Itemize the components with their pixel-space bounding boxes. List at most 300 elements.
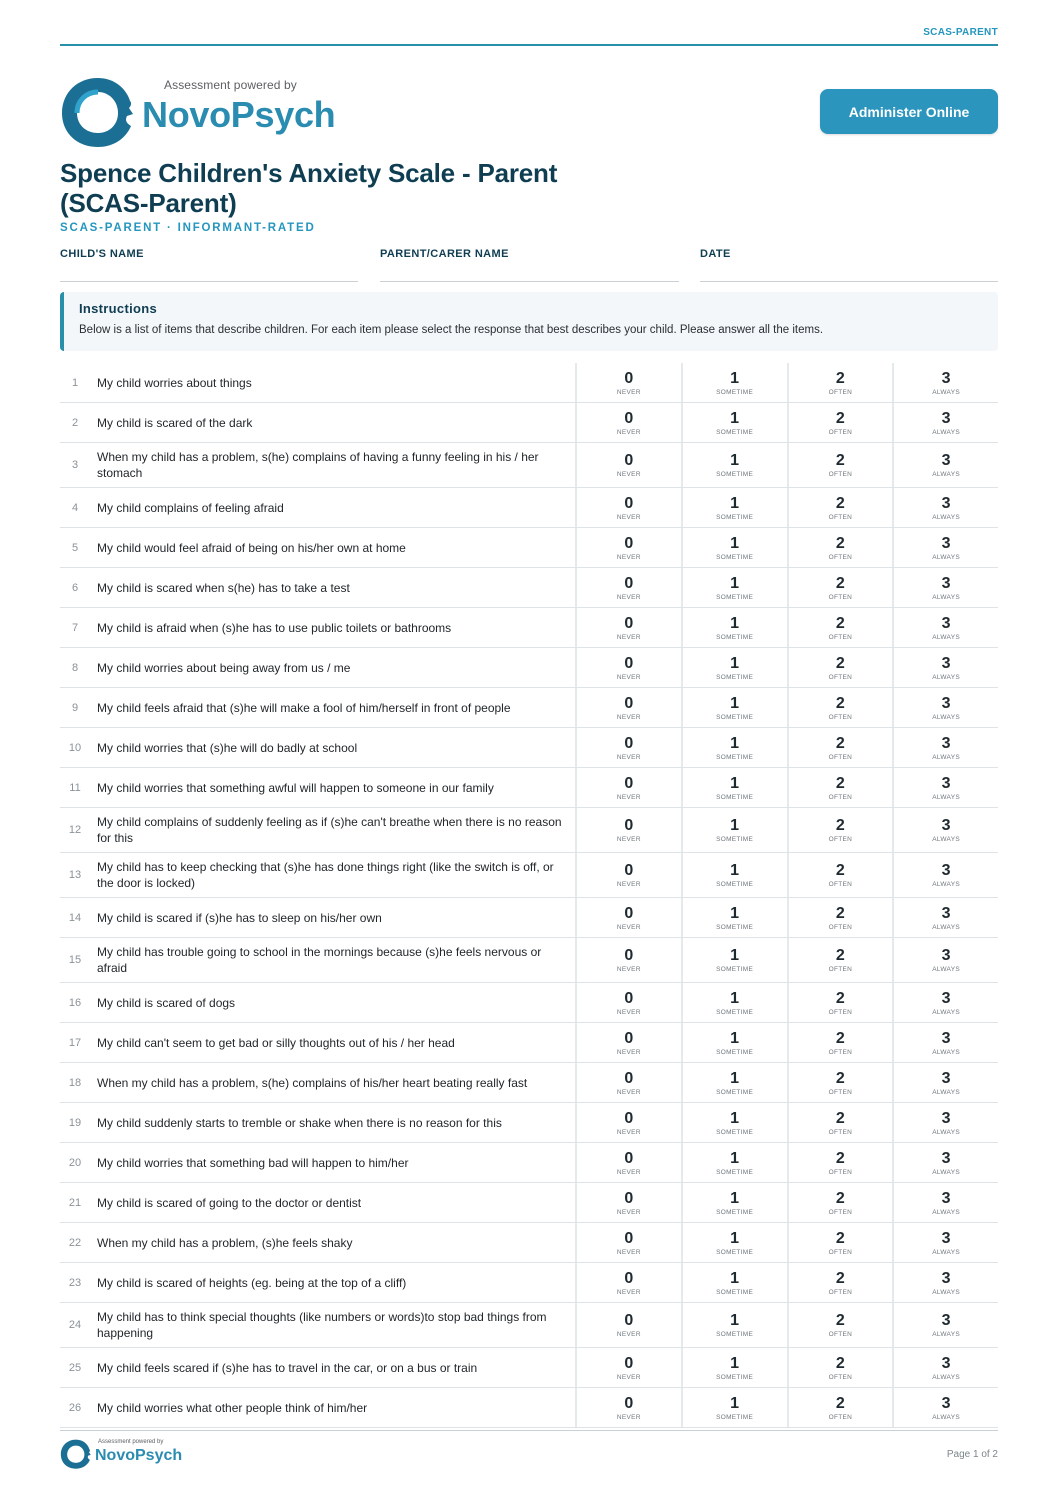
response-option-never[interactable] xyxy=(575,1303,681,1347)
item-text: My child worries that something bad will happen to him/her xyxy=(97,1155,409,1170)
item-number: 10 xyxy=(68,741,82,754)
response-option-sometime[interactable] xyxy=(681,1348,787,1387)
option-label: SOMETIME xyxy=(716,428,754,436)
option-value: 0 xyxy=(624,1354,634,1372)
form-title: Spence Children's Anxiety Scale - Parent (SCAS-Parent) xyxy=(60,158,558,218)
response-options xyxy=(575,1143,998,1182)
option-label: SOMETIME xyxy=(716,513,754,521)
response-option-often[interactable] xyxy=(787,363,893,402)
option-value: 1 xyxy=(730,1269,740,1287)
administer-online-button[interactable]: Administer Online xyxy=(820,89,998,134)
response-option-often[interactable] xyxy=(787,728,893,767)
option-label: OFTEN xyxy=(828,1331,853,1338)
item-row xyxy=(60,1223,998,1263)
response-option-always[interactable] xyxy=(892,1223,998,1262)
response-option-always[interactable] xyxy=(892,808,998,852)
item-number: 9 xyxy=(71,701,79,714)
option-label: ALWAYS xyxy=(932,1008,960,1016)
response-option-never[interactable] xyxy=(575,1183,681,1222)
option-label: NEVER xyxy=(616,753,641,761)
response-option-never[interactable] xyxy=(575,853,681,897)
item-number: 26 xyxy=(68,1401,82,1414)
item-number: 22 xyxy=(68,1236,82,1249)
option-value: 3 xyxy=(941,1354,951,1372)
option-value: 3 xyxy=(941,947,951,964)
item-number: 11 xyxy=(69,781,81,794)
option-value: 1 xyxy=(730,774,740,792)
response-option-always[interactable] xyxy=(892,568,998,607)
response-option-sometime[interactable] xyxy=(681,728,787,767)
option-label: NEVER xyxy=(616,1008,641,1016)
item-text: My child feels afraid that (s)he will make a fool of him/herself in front of people xyxy=(97,700,511,715)
item-text: My child is scared when s(he) has to take a test xyxy=(97,580,350,595)
item-text: My child has to think special thoughts (like numbers or words)to stop bad things from happening xyxy=(97,1310,547,1340)
response-option-never[interactable] xyxy=(575,608,681,647)
response-option-often[interactable] xyxy=(787,853,893,897)
response-option-always[interactable] xyxy=(892,1263,998,1302)
form-subtitle: SCAS-PARENT · INFORMANT-RATED xyxy=(60,222,316,234)
response-option-never[interactable] xyxy=(575,898,681,937)
response-option-sometime[interactable] xyxy=(681,1183,787,1222)
item-row xyxy=(60,568,998,608)
item-text: When my child has a problem, s(he) complains of having a funny feeling in his / her stomach xyxy=(97,450,539,480)
option-value: 1 xyxy=(730,494,740,512)
response-option-often[interactable] xyxy=(787,1023,893,1062)
response-options xyxy=(575,1348,998,1387)
option-label: OFTEN xyxy=(828,923,853,931)
option-label: SOMETIME xyxy=(716,923,754,931)
item-number: 7 xyxy=(71,621,79,634)
item-number: 14 xyxy=(68,911,82,924)
option-value: 2 xyxy=(835,1109,845,1127)
response-option-always[interactable] xyxy=(892,728,998,767)
option-label: ALWAYS xyxy=(932,471,960,478)
response-option-often[interactable] xyxy=(787,648,893,687)
option-label: NEVER xyxy=(616,1208,641,1216)
response-option-always[interactable] xyxy=(892,938,998,982)
footer-logo xyxy=(60,1437,190,1471)
option-value: 2 xyxy=(835,409,845,427)
option-label: ALWAYS xyxy=(932,836,960,843)
item-number: 18 xyxy=(68,1076,82,1089)
option-label: NEVER xyxy=(616,673,641,681)
option-value: 2 xyxy=(835,694,845,712)
response-option-always[interactable] xyxy=(892,983,998,1022)
option-value: 0 xyxy=(624,494,634,512)
response-option-often[interactable] xyxy=(787,938,893,982)
option-value: 3 xyxy=(941,409,951,427)
response-option-sometime[interactable] xyxy=(681,853,787,897)
option-label: NEVER xyxy=(616,513,641,521)
item-number: 16 xyxy=(68,996,82,1009)
response-option-often[interactable] xyxy=(787,608,893,647)
response-option-always[interactable] xyxy=(892,898,998,937)
response-option-often[interactable] xyxy=(787,528,893,567)
item-text: My child would feel afraid of being on his/her own at home xyxy=(97,540,406,555)
option-label: OFTEN xyxy=(828,633,853,641)
response-option-sometime[interactable] xyxy=(681,1063,787,1102)
item-number: 1 xyxy=(71,376,79,389)
option-label: OFTEN xyxy=(828,836,853,843)
option-value: 3 xyxy=(941,904,951,922)
response-option-often[interactable] xyxy=(787,403,893,442)
item-number: 17 xyxy=(68,1036,82,1049)
option-label: SOMETIME xyxy=(716,1008,754,1016)
response-options xyxy=(575,1263,998,1302)
option-value: 2 xyxy=(835,774,845,792)
option-label: NEVER xyxy=(616,1413,641,1421)
option-label: NEVER xyxy=(616,966,641,973)
option-value: 0 xyxy=(624,534,634,552)
option-value: 1 xyxy=(730,989,740,1007)
option-label: SOMETIME xyxy=(716,793,754,801)
option-label: ALWAYS xyxy=(932,793,960,801)
response-option-always[interactable] xyxy=(892,688,998,727)
option-label: ALWAYS xyxy=(932,1373,960,1381)
item-text: My child is afraid when (s)he has to use public toilets or bathrooms xyxy=(97,620,452,635)
response-option-sometime[interactable] xyxy=(681,403,787,442)
response-option-sometime[interactable] xyxy=(681,1023,787,1062)
option-value: 1 xyxy=(730,1394,740,1412)
option-value: 3 xyxy=(941,817,951,834)
option-label: OFTEN xyxy=(828,1248,853,1256)
response-option-often[interactable] xyxy=(787,488,893,527)
option-label: ALWAYS xyxy=(932,633,960,641)
response-option-sometime[interactable] xyxy=(681,528,787,567)
option-label: OFTEN xyxy=(828,1088,853,1096)
response-options xyxy=(575,528,998,567)
option-label: SOMETIME xyxy=(716,1128,754,1136)
option-label: ALWAYS xyxy=(932,713,960,721)
response-option-sometime[interactable] xyxy=(681,1303,787,1347)
option-label: OFTEN xyxy=(828,1373,853,1381)
response-option-always[interactable] xyxy=(892,1143,998,1182)
item-text: My child worries that (s)he will do badly at school xyxy=(97,740,358,755)
item-number: 20 xyxy=(68,1156,82,1169)
option-label: SOMETIME xyxy=(716,1288,754,1296)
item-row xyxy=(60,898,998,938)
response-option-always[interactable] xyxy=(892,1183,998,1222)
response-option-sometime[interactable] xyxy=(681,488,787,527)
item-text: My child feels scared if (s)he has to travel in the car, or on a bus or train xyxy=(97,1360,478,1375)
option-value: 2 xyxy=(835,654,845,672)
option-value: 0 xyxy=(624,574,634,592)
response-option-never[interactable] xyxy=(575,363,681,402)
option-value: 2 xyxy=(835,1269,845,1287)
option-label: NEVER xyxy=(616,428,641,436)
option-value: 0 xyxy=(624,1269,634,1287)
response-option-sometime[interactable] xyxy=(681,1143,787,1182)
item-row xyxy=(60,1263,998,1303)
option-label: OFTEN xyxy=(828,1168,853,1176)
option-value: 1 xyxy=(730,1229,740,1247)
response-option-never[interactable] xyxy=(575,1348,681,1387)
item-row xyxy=(60,1143,998,1183)
response-option-often[interactable] xyxy=(787,898,893,937)
response-option-often[interactable] xyxy=(787,1143,893,1182)
option-label: NEVER xyxy=(616,388,641,396)
option-label: ALWAYS xyxy=(932,673,960,681)
option-label: ALWAYS xyxy=(932,881,960,888)
option-label: ALWAYS xyxy=(932,923,960,931)
response-option-often[interactable] xyxy=(787,983,893,1022)
option-label: ALWAYS xyxy=(932,388,960,396)
item-text: My child is scared if (s)he has to sleep on his/her own xyxy=(97,910,382,925)
header-divider xyxy=(60,44,998,46)
response-option-sometime[interactable] xyxy=(681,938,787,982)
option-value: 3 xyxy=(941,1189,951,1207)
item-row xyxy=(60,1303,998,1348)
option-label: SOMETIME xyxy=(716,1373,754,1381)
option-value: 0 xyxy=(624,904,634,922)
item-text: When my child has a problem, (s)he feels shaky xyxy=(97,1235,353,1250)
option-value: 2 xyxy=(835,534,845,552)
response-option-never[interactable] xyxy=(575,1023,681,1062)
option-label: OFTEN xyxy=(828,1008,853,1016)
response-option-never[interactable] xyxy=(575,1103,681,1142)
option-value: 0 xyxy=(624,1109,634,1127)
option-label: NEVER xyxy=(616,593,641,601)
option-label: OFTEN xyxy=(828,428,853,436)
item-text: My child worries that something awful will happen to someone in our family xyxy=(97,780,494,795)
response-option-always[interactable] xyxy=(892,443,998,487)
item-number: 3 xyxy=(71,459,79,471)
response-option-never[interactable] xyxy=(575,728,681,767)
response-option-always[interactable] xyxy=(892,1388,998,1427)
response-option-sometime[interactable] xyxy=(681,1223,787,1262)
option-value: 3 xyxy=(941,734,951,752)
response-option-often[interactable] xyxy=(787,1388,893,1427)
item-row xyxy=(60,1348,998,1388)
item-text: My child is scared of the dark xyxy=(97,415,253,430)
response-option-often[interactable] xyxy=(787,1348,893,1387)
option-value: 2 xyxy=(835,369,845,387)
option-label: ALWAYS xyxy=(932,1168,960,1176)
response-option-never[interactable] xyxy=(575,688,681,727)
item-row xyxy=(60,768,998,808)
option-label: OFTEN xyxy=(828,513,853,521)
option-label: ALWAYS xyxy=(932,428,960,436)
footer-divider xyxy=(60,1430,998,1431)
option-label: OFTEN xyxy=(828,471,853,478)
response-options xyxy=(575,808,998,852)
response-option-often[interactable] xyxy=(787,1303,893,1347)
response-options xyxy=(575,688,998,727)
option-value: 0 xyxy=(624,1394,634,1412)
option-value: 3 xyxy=(941,862,951,879)
item-text: My child worries about things xyxy=(97,375,252,390)
response-option-often[interactable] xyxy=(787,568,893,607)
response-option-often[interactable] xyxy=(787,1103,893,1142)
option-label: OFTEN xyxy=(828,388,853,396)
response-option-never[interactable] xyxy=(575,1263,681,1302)
option-label: SOMETIME xyxy=(716,1048,754,1056)
option-value: 0 xyxy=(624,989,634,1007)
option-label: SOMETIME xyxy=(716,1413,754,1421)
option-value: 1 xyxy=(730,1069,740,1087)
response-option-never[interactable] xyxy=(575,1223,681,1262)
response-options xyxy=(575,728,998,767)
option-label: NEVER xyxy=(616,1128,641,1136)
option-label: NEVER xyxy=(616,633,641,641)
option-value: 2 xyxy=(835,574,845,592)
response-option-always[interactable] xyxy=(892,528,998,567)
response-options xyxy=(575,648,998,687)
footer-logo-caption: Assessment powered by xyxy=(98,1439,164,1445)
response-option-often[interactable] xyxy=(787,808,893,852)
response-option-never[interactable] xyxy=(575,1063,681,1102)
response-option-never[interactable] xyxy=(575,1388,681,1427)
option-value: 3 xyxy=(941,494,951,512)
option-label: SOMETIME xyxy=(716,1168,754,1176)
response-option-often[interactable] xyxy=(787,1263,893,1302)
option-value: 3 xyxy=(941,452,951,469)
option-label: OFTEN xyxy=(828,553,853,561)
response-option-often[interactable] xyxy=(787,688,893,727)
item-row xyxy=(60,403,998,443)
option-value: 0 xyxy=(624,1229,634,1247)
response-option-never[interactable] xyxy=(575,488,681,527)
response-options xyxy=(575,853,998,897)
response-option-never[interactable] xyxy=(575,938,681,982)
date-field[interactable] xyxy=(700,248,998,282)
option-value: 0 xyxy=(624,409,634,427)
response-option-never[interactable] xyxy=(575,568,681,607)
item-row xyxy=(60,443,998,488)
response-option-never[interactable] xyxy=(575,443,681,487)
response-option-always[interactable] xyxy=(892,1023,998,1062)
response-option-often[interactable] xyxy=(787,1063,893,1102)
option-label: SOMETIME xyxy=(716,673,754,681)
option-value: 0 xyxy=(624,947,634,964)
instructions-box xyxy=(60,292,998,351)
response-option-never[interactable] xyxy=(575,768,681,807)
response-option-sometime[interactable] xyxy=(681,808,787,852)
response-option-sometime[interactable] xyxy=(681,1388,787,1427)
option-value: 1 xyxy=(730,1149,740,1167)
response-option-sometime[interactable] xyxy=(681,688,787,727)
option-value: 3 xyxy=(941,1029,951,1047)
response-options xyxy=(575,1183,998,1222)
option-value: 2 xyxy=(835,1229,845,1247)
response-option-always[interactable] xyxy=(892,853,998,897)
response-option-always[interactable] xyxy=(892,363,998,402)
response-option-never[interactable] xyxy=(575,808,681,852)
option-value: 0 xyxy=(624,1189,634,1207)
option-label: OFTEN xyxy=(828,1208,853,1216)
instructions-text: Below is a list of items that describe children. For each item please select the response that best describes your child. Please answer all the items. xyxy=(79,324,824,336)
option-value: 3 xyxy=(941,1269,951,1287)
option-label: NEVER xyxy=(616,553,641,561)
response-option-never[interactable] xyxy=(575,403,681,442)
response-option-always[interactable] xyxy=(892,403,998,442)
option-value: 1 xyxy=(730,409,740,427)
item-row xyxy=(60,983,998,1023)
option-value: 2 xyxy=(835,989,845,1007)
response-option-sometime[interactable] xyxy=(681,443,787,487)
response-option-never[interactable] xyxy=(575,528,681,567)
head-logo-icon xyxy=(60,1438,92,1470)
response-option-always[interactable] xyxy=(892,1303,998,1347)
response-options xyxy=(575,983,998,1022)
option-value: 2 xyxy=(835,1354,845,1372)
response-option-sometime[interactable] xyxy=(681,608,787,647)
item-text: My child has to keep checking that (s)he has done things right (like the switch is off, or the door is locked) xyxy=(97,860,554,890)
item-number: 6 xyxy=(71,581,79,594)
response-option-sometime[interactable] xyxy=(681,568,787,607)
response-options xyxy=(575,898,998,937)
response-options xyxy=(575,1223,998,1262)
item-row xyxy=(60,728,998,768)
response-option-always[interactable] xyxy=(892,488,998,527)
response-option-always[interactable] xyxy=(892,1063,998,1102)
response-option-never[interactable] xyxy=(575,1143,681,1182)
option-label: NEVER xyxy=(616,1048,641,1056)
response-option-sometime[interactable] xyxy=(681,768,787,807)
option-value: 1 xyxy=(730,452,740,469)
option-value: 3 xyxy=(941,534,951,552)
item-row xyxy=(60,1388,998,1428)
option-value: 1 xyxy=(730,694,740,712)
item-row xyxy=(60,688,998,728)
response-option-often[interactable] xyxy=(787,443,893,487)
option-value: 2 xyxy=(835,862,845,879)
response-options xyxy=(575,363,998,402)
response-option-sometime[interactable] xyxy=(681,1103,787,1142)
response-option-often[interactable] xyxy=(787,1183,893,1222)
option-label: SOMETIME xyxy=(716,553,754,561)
response-option-often[interactable] xyxy=(787,1223,893,1262)
option-label: ALWAYS xyxy=(932,1208,960,1216)
response-option-sometime[interactable] xyxy=(681,898,787,937)
response-option-never[interactable] xyxy=(575,648,681,687)
response-option-always[interactable] xyxy=(892,768,998,807)
response-option-sometime[interactable] xyxy=(681,363,787,402)
item-text: My child complains of feeling afraid xyxy=(97,500,284,515)
response-option-sometime[interactable] xyxy=(681,983,787,1022)
response-option-sometime[interactable] xyxy=(681,1263,787,1302)
option-label: NEVER xyxy=(616,1331,641,1338)
response-option-always[interactable] xyxy=(892,1103,998,1142)
response-option-always[interactable] xyxy=(892,648,998,687)
option-value: 3 xyxy=(941,1394,951,1412)
item-text: My child has trouble going to school in the mornings because (s)he feels nervous or afraid xyxy=(97,945,542,975)
item-number: 4 xyxy=(71,501,79,514)
option-value: 1 xyxy=(730,904,740,922)
logo-wordmark: NovoPsych xyxy=(142,94,336,135)
response-option-always[interactable] xyxy=(892,608,998,647)
item-row xyxy=(60,853,998,898)
option-value: 2 xyxy=(835,614,845,632)
response-option-never[interactable] xyxy=(575,983,681,1022)
option-value: 2 xyxy=(835,1189,845,1207)
parent-carer-name-field[interactable] xyxy=(380,248,679,282)
option-value: 1 xyxy=(730,734,740,752)
item-text: My child suddenly starts to tremble or shake when there is no reason for this xyxy=(97,1115,502,1130)
option-label: SOMETIME xyxy=(716,471,754,478)
item-text: My child is scared of heights (eg. being at the top of a cliff) xyxy=(97,1275,407,1290)
option-label: NEVER xyxy=(616,836,641,843)
response-option-always[interactable] xyxy=(892,1348,998,1387)
option-label: ALWAYS xyxy=(932,1331,960,1338)
childs-name-field[interactable] xyxy=(60,248,358,282)
response-option-often[interactable] xyxy=(787,768,893,807)
option-value: 1 xyxy=(730,614,740,632)
option-value: 2 xyxy=(835,452,845,469)
option-label: ALWAYS xyxy=(932,513,960,521)
option-value: 3 xyxy=(941,1229,951,1247)
response-option-sometime[interactable] xyxy=(681,648,787,687)
